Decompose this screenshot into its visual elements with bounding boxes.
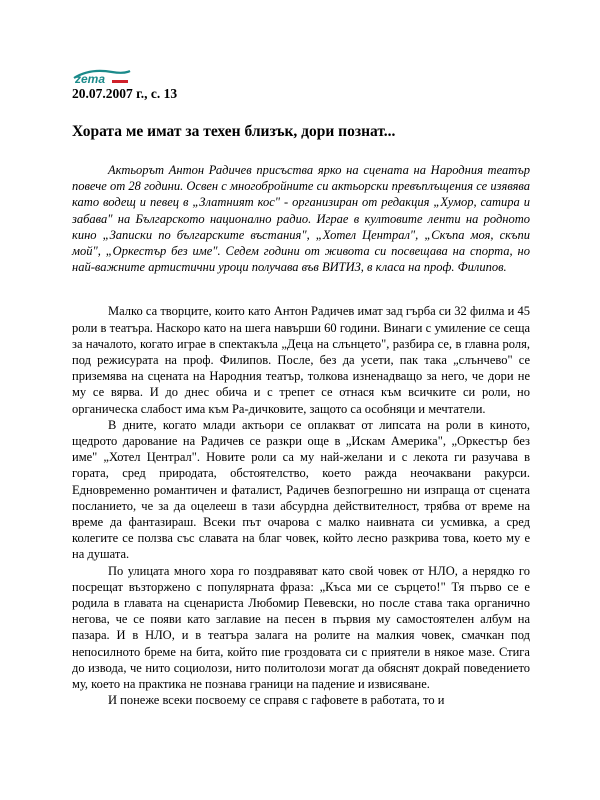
zema-logo-icon: [72, 66, 132, 86]
body-paragraph: И понеже всеки посвоему се справя с гафовете в работата, то и: [108, 693, 445, 708]
body-paragraph: В дните, когато млади актьори се оплакват от липсата на роли в киното, щедрото дарование на Радичев се разкри още в „Искам Америка", „Оркестър без име" „Хотел Централ". Новите роли са му най-желани и с лекота ги разучава в гората, сред природата, обстоятелство, което ражда неочаквани ракурси. Едновременно романтичен и фаталист, Радичев безпогрешно ни изпраща от сцената посланието, че за да оцелееш в тази абсурдна действителност, трябва от време на време да фантазираш. Всеки път очарова с малко наивната си усмивка, а сред колегите се ползва със славата на благ човек, който лесно разкрива това, което му е на душата.: [72, 417, 530, 562]
document-page: [72, 66, 530, 709]
logo-text: zema: [75, 72, 106, 86]
newspaper-logo: [72, 66, 132, 86]
article-body: [72, 303, 530, 708]
article-title: Хората ме имат за техен близък, дори познат...: [72, 123, 396, 140]
body-paragraph: По улицата много хора го поздравяват като свой човек от НЛО, а нерядко го посрещат възторжено с популярната фраза: „Къса ми се сърцето!" Тя първо се е родила в главата на сценариста Любомир Певевски, но после става така органично негова, че се появи като заглавие на песен в първия му самостоятелен албум на пазара. И в НЛО, и в театъра залага на ролите на малкия човек, смачкан под непосилното бреме на бита, който пие гроздовата си с приятели в някое мазе. Стига до извода, че нито социолози, нито политолози могат да обяснят докрай поведението му, което на практика не познава граници на падение и извисяване.: [72, 563, 530, 692]
date-page-line: 20.07.2007 г., с. 13: [72, 86, 178, 101]
body-paragraph: Малко са творците, които като Антон Радичев имат зад гърба си 32 филма и 45 роли в театъра. Наскоро като на шега навърши 60 години. Винаги с умиление се сеща за началото, когато играе в спектакъла „Деца на слънцето", разбира се, в главна роля, под режисурата на проф. Филипов. После, без да усети, пак така „слънчево" се приземява на сцената на Народния театър, толкова изненадващо за него, че дори не му се вярва. И до днес обича и с трепет се отнася към всичките си роли, но органическа слабост има към Ра-дичковите, защото са особняци и мечтатели.: [72, 304, 530, 416]
article-lead: Актьорът Антон Радичев присъства ярко на сцената на Народния театър повече от 28 години. Освен с многобройните си актьорски превъплъщения се изявява като водещ и певец в „Златният кос" - организиран от редакция „Хумор, сатира и забава" на Българското национално радио. Играе в култовите ленти на родното кино „Записки по българските въстания", „Хотел Централ", „Скъпа моя, скъпи мой", „Оркестър без име". Седем години от живота си посвещава на спорта, но най-важните артистични уроци получава във ВИТИЗ, в класа на проф. Филипов.: [72, 163, 530, 275]
